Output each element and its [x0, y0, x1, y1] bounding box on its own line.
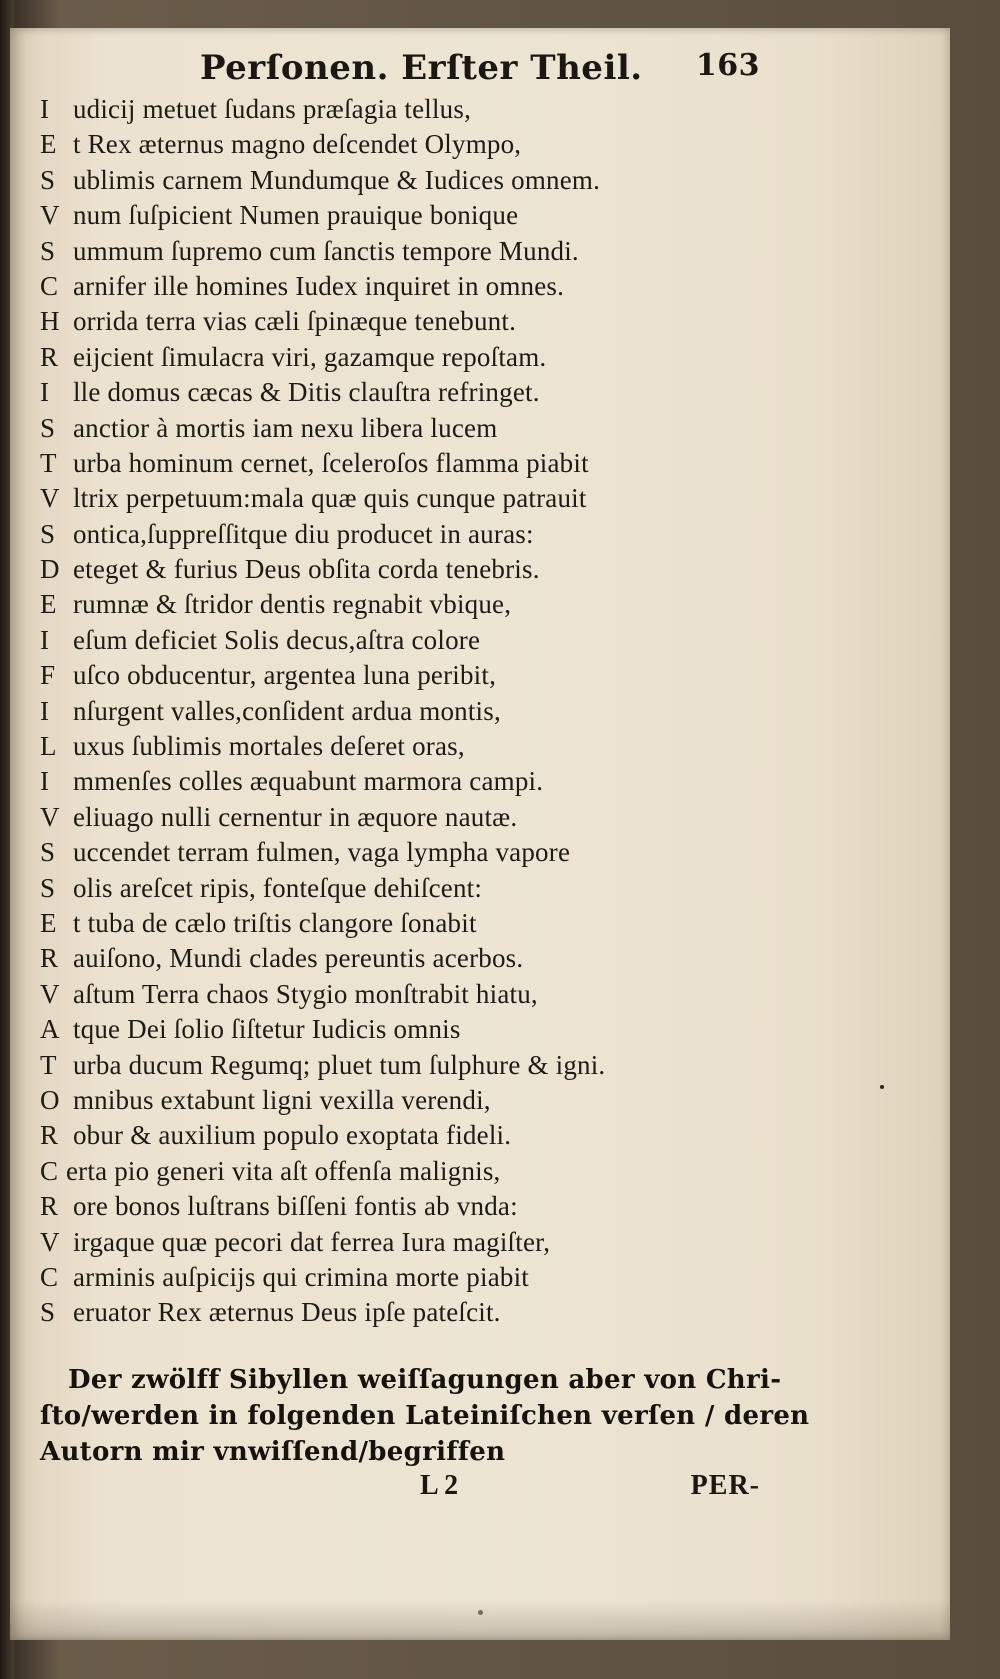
verse-initial: S [40, 412, 56, 443]
page-footer [420, 1470, 760, 1510]
verse-text: ublimis carnem Mundumque & Iudices omnem. [66, 164, 601, 195]
verse-text: ummum ſupremo cum ſanctis tempore Mundi. [66, 235, 579, 266]
verse-line [40, 694, 740, 729]
verse-text: irgaque quæ pecori dat ferrea Iura magiſter, [66, 1226, 551, 1257]
verse-initial: T [40, 447, 57, 478]
verse-initial: S [40, 164, 56, 195]
verse-line [40, 517, 740, 552]
verse-line [40, 552, 740, 587]
verse-line [40, 906, 740, 941]
verse-text: auiſono, Mundi clades pereuntis acerbos. [66, 943, 524, 974]
verse-initial: V [40, 801, 60, 832]
verse-text: olis areſcet ripis, fonteſque dehiſcent: [66, 872, 483, 903]
verse-text: udicij metuet ſudans præſagia tellus, [66, 94, 472, 124]
verse-text: t tuba de cælo triſtis clangore ſonabit [66, 907, 477, 938]
verse-initial: I [40, 94, 50, 124]
verse-initial: L [40, 731, 57, 762]
verse-text: lle domus cæcas & Ditis clauſtra refringet. [66, 377, 540, 408]
verse-initial: E [40, 129, 57, 160]
signature-mark: L 2 [420, 1470, 459, 1501]
verse-text: mmenſes colles æquabunt marmora campi. [66, 766, 544, 797]
verse-line [40, 623, 740, 658]
verse-line [40, 1083, 740, 1118]
verse-initial: S [40, 1297, 56, 1328]
verse-line [40, 1048, 740, 1083]
verse-line [40, 1118, 740, 1153]
verse-text: eteget & furius Deus obſita corda tenebris. [66, 554, 540, 585]
verse-line [40, 871, 740, 906]
verse-text: orrida terra vias cæli ſpinæque tenebunt. [66, 306, 517, 337]
verse-text: uccendet terram fulmen, vaga lympha vapore [66, 837, 571, 868]
german-note-line: Autorn mir vnwiſſend/begriffen [40, 1437, 506, 1467]
german-note-line: Der zwölff Sibyllen weiſſagungen aber von Chri- [68, 1365, 782, 1395]
verse-line [40, 977, 740, 1012]
verse-line [40, 764, 740, 799]
verse-line [40, 1154, 740, 1189]
verse-initial: R [40, 1120, 59, 1151]
verse-initial: R [40, 943, 59, 974]
verse-initial: V [40, 483, 60, 514]
verse-line [40, 198, 740, 233]
verse-text: eijcient ſimulacra viri, gazamque repoſtam. [66, 341, 547, 372]
verse-text: ontica,ſuppreſſitque diu producet in auras: [66, 518, 534, 549]
german-note [40, 1362, 810, 1470]
verse-line [40, 481, 740, 516]
verse-text: urba hominum cernet, ſceleroſos flamma piabit [66, 447, 589, 478]
verse-initial: S [40, 518, 56, 549]
verse-line [40, 941, 740, 976]
verse-line [40, 269, 740, 304]
verse-text: arnifer ille homines Iudex inquiret in omnes. [66, 270, 565, 301]
verse-text: tque Dei ſolio ſiſtetur Iudicis omnis [66, 1014, 461, 1045]
verse-text: num ſuſpicient Numen prauique bonique [66, 200, 519, 231]
verse-line [40, 340, 740, 375]
verse-initial: I [40, 766, 50, 797]
verse-initial: E [40, 589, 57, 620]
verse-line [40, 163, 740, 198]
verse-list [40, 92, 740, 1331]
verse-line [40, 375, 740, 410]
page-number: 163 [695, 48, 760, 83]
verse-text: uxus ſublimis mortales deſeret oras, [66, 731, 465, 762]
verse-initial: D [40, 554, 60, 585]
verse-line [40, 92, 740, 127]
verse-initial: R [40, 1191, 59, 1222]
verse-initial: A [40, 1014, 60, 1045]
verse-initial: I [40, 695, 50, 726]
verse-initial: O [40, 1084, 60, 1115]
verse-initial: C [40, 1155, 59, 1186]
verse-initial: C [40, 1261, 59, 1292]
verse-text: anctior à mortis iam nexu libera lucem [66, 412, 498, 443]
verse-text: rumnæ & ſtridor dentis regnabit vbique, [66, 589, 512, 620]
verse-line [40, 800, 740, 835]
verse-initial: F [40, 660, 56, 691]
verse-text: obur & auxilium populo exoptata fideli. [66, 1120, 512, 1151]
verse-line [40, 411, 740, 446]
verse-initial: V [40, 978, 60, 1009]
verse-initial: S [40, 235, 56, 266]
running-head-title: Perſonen. Erſter Theil. [200, 48, 643, 88]
catchword: PER- [690, 1470, 760, 1501]
verse-line [40, 587, 740, 622]
verse-line [40, 1225, 740, 1260]
verse-line [40, 1295, 740, 1330]
verse-initial: T [40, 1049, 57, 1080]
verse-initial: V [40, 200, 60, 231]
verse-text: nſurgent valles,conſident ardua montis, [66, 695, 501, 726]
verse-initial: C [40, 270, 59, 301]
verse-text: t Rex æternus magno deſcendet Olympo, [66, 129, 522, 160]
german-note-line: ſto/werden in folgenden Lateiniſchen verſen / deren [40, 1401, 810, 1431]
verse-text: ltrix perpetuum:mala quæ quis cunque patrauit [66, 483, 587, 514]
paper-speck [880, 1085, 884, 1089]
verse-line [40, 234, 740, 269]
verse-line [40, 835, 740, 870]
verse-initial: I [40, 624, 50, 655]
verse-text: erta pio generi vita aſt offenſa malignis, [66, 1155, 501, 1186]
verse-text: urba ducum Regumq; pluet tum ſulphure & igni. [66, 1049, 606, 1080]
verse-initial: V [40, 1226, 60, 1257]
verse-initial: S [40, 872, 56, 903]
verse-line [40, 1189, 740, 1224]
verse-text: aſtum Terra chaos Stygio monſtrabit hiatu, [66, 978, 538, 1009]
verse-initial: I [40, 377, 50, 408]
verse-line [40, 658, 740, 693]
verse-text: eſum deficiet Solis decus,aſtra colore [66, 624, 481, 655]
verse-line [40, 729, 740, 764]
verse-line [40, 304, 740, 339]
verse-line [40, 1260, 740, 1295]
verse-text: uſco obducentur, argentea luna peribit, [66, 660, 497, 691]
verse-initial: E [40, 907, 57, 938]
verse-text: eruator Rex æternus Deus ipſe pateſcit. [66, 1297, 501, 1328]
verse-initial: S [40, 837, 56, 868]
verse-text: ore bonos luſtrans biſſeni fontis ab vnda: [66, 1191, 518, 1222]
verse-text: eliuago nulli cernentur in æquore nautæ. [66, 801, 518, 832]
verse-initial: R [40, 341, 59, 372]
verse-text: arminis auſpicijs qui crimina morte piabit [66, 1261, 529, 1292]
verse-line [40, 1012, 740, 1047]
running-head [200, 48, 760, 98]
verse-initial: H [40, 306, 60, 337]
verse-line [40, 127, 740, 162]
verse-line [40, 446, 740, 481]
verse-text: mnibus extabunt ligni vexilla verendi, [66, 1084, 491, 1115]
paper-speck [478, 1610, 483, 1615]
